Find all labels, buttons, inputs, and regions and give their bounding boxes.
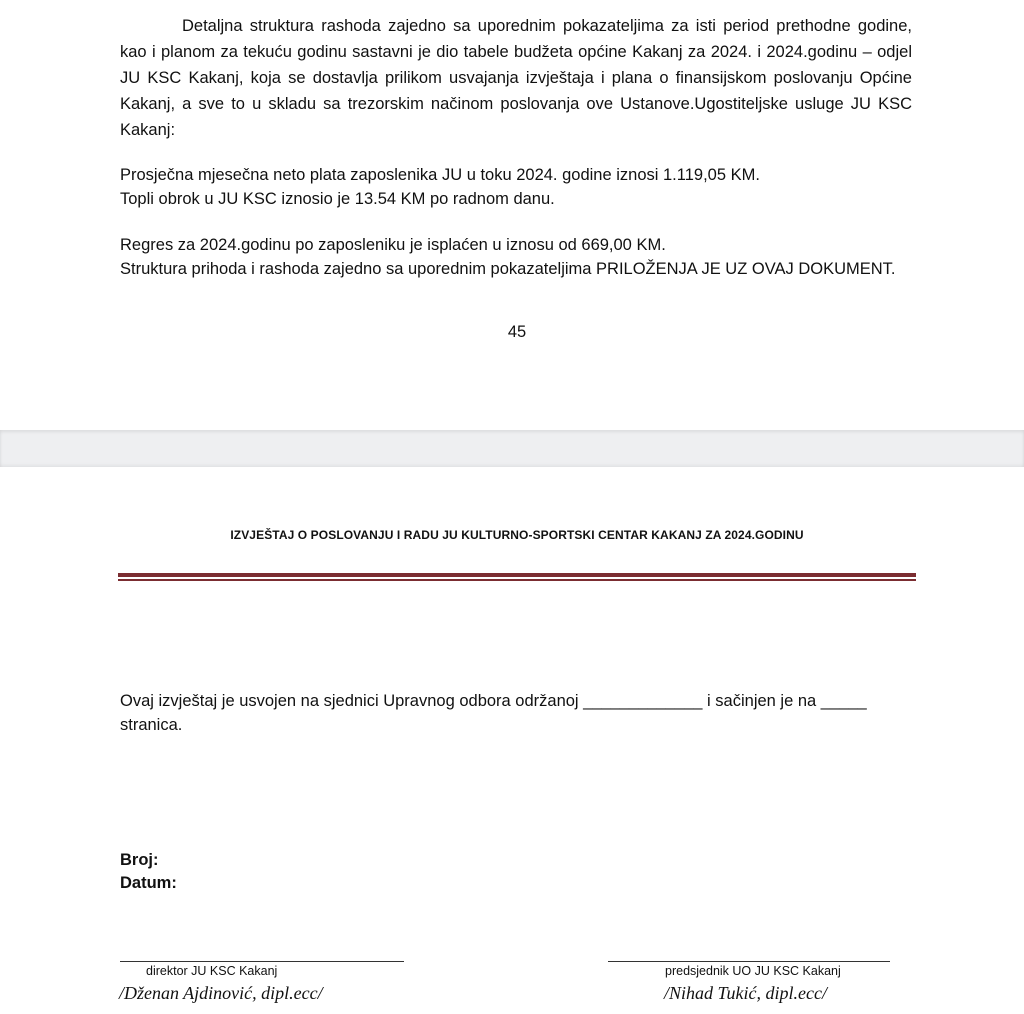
chairman-name: /Nihad Tukić, dipl.ecc/ [664,983,827,1003]
document-page-45 [0,0,1024,430]
chairman-role: predsjednik UO JU KSC Kakanj [665,964,841,978]
title-rule-thin [118,579,916,581]
budget-structure-paragraph: Detaljna struktura rashoda zajedno sa uporednim pokazateljima za isti period prethodne godine, kao i planom za tekuću godinu sastavni je dio tabele budžeta općine Kakanj za 2024. i 2024.godinu – odjel JU KSC Kakanj, koja se dostavlja prilikom usvajanja izvještaja i plana o finansijskom poslovanju Općine Kakanj, a sve to u skladu sa trezorskim načinom poslovanja ove Ustanove.Ugostiteljske usluge JU KSC Kakanj: [120,17,912,139]
director-role: direktor JU KSC Kakanj [146,964,278,978]
director-name: /Dženan Ajdinović, dipl.ecc/ [119,983,323,1003]
structure-line: Struktura prihoda i rashoda zajedno sa uporednim pokazateljima PRILOŽENJA JE UZ OVAJ DOKUMENT. [120,260,896,278]
page-separator [0,430,1024,467]
number-label: Broj: [120,851,159,869]
adoption-statement: Ovaj izvještaj je usvojen na sjednici Upravnog odbora održanoj _____________ i sačinjen je na _____ stranica. [120,692,867,734]
salary-line: Prosječna mjesečna neto plata zaposlenika JU u toku 2024. godine iznosi 1.119,05 KM. [120,166,760,184]
left-signature-line [120,961,404,962]
title-rule-thick [118,573,916,577]
report-title: IZVJEŠTAJ O POSLOVANJU I RADU JU KULTURNO-SPORTSKI CENTAR KAKANJ ZA 2024.GODINU [230,528,804,542]
right-signature-line [608,961,890,962]
page-number: 45 [507,323,527,341]
meal-line: Topli obrok u JU KSC iznosio je 13.54 KM po radnom danu. [120,190,555,208]
bonus-line: Regres za 2024.godinu po zaposleniku je isplaćen u iznosu od 669,00 KM. [120,236,666,254]
date-label: Datum: [120,874,177,892]
document-page-signature [0,467,1024,1014]
